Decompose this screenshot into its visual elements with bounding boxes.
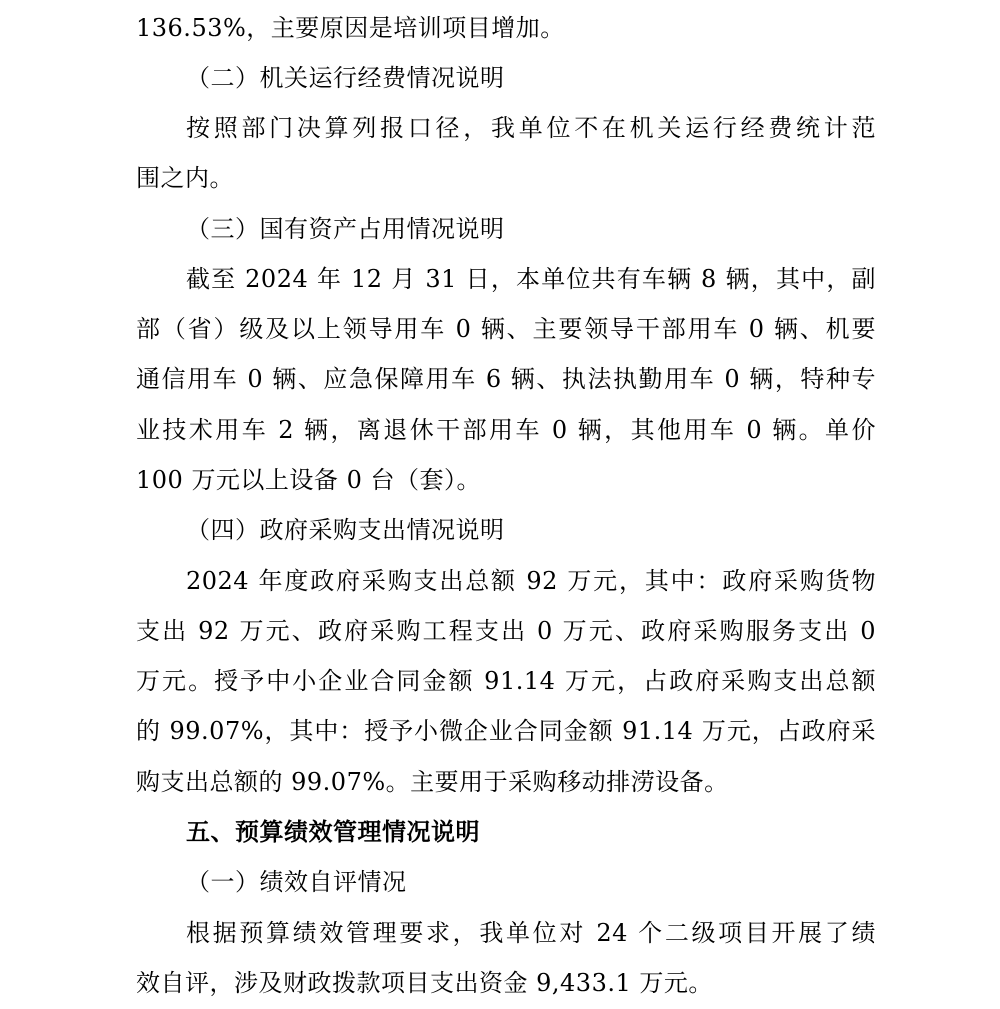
paragraph-line-operating-2: 围之内。 [136,164,234,192]
paragraph-line-procurement-3: 万元。授予中小企业合同金额 91.14 万元，占政府采购支出总额 [136,667,876,695]
section-heading-performance-management: 五、预算绩效管理情况说明 [186,818,480,846]
paragraph-line-operating-1: 按照部门决算列报口径，我单位不在机关运行经费统计范 [186,114,876,142]
subheading-agency-operating-expenses: （二）机关运行经费情况说明 [186,64,505,92]
paragraph-line-performance-1: 根据预算绩效管理要求，我单位对 24 个二级项目开展了绩 [186,919,876,947]
paragraph-line-procurement-2: 支出 92 万元、政府采购工程支出 0 万元、政府采购服务支出 0 [136,617,876,645]
paragraph-line-procurement-4: 的 99.07%，其中：授予小微企业合同金额 91.14 万元，占政府采 [136,717,876,745]
paragraph-line-assets-3: 通信用车 0 辆、应急保障用车 6 辆、执法执勤用车 0 辆，特种专 [136,365,876,393]
subheading-government-procurement: （四）政府采购支出情况说明 [186,516,505,544]
paragraph-line-training: 136.53%，主要原因是培训项目增加。 [136,14,565,42]
paragraph-line-assets-1: 截至 2024 年 12 月 31 日，本单位共有车辆 8 辆，其中，副 [186,265,876,293]
paragraph-line-assets-4: 业技术用车 2 辆，离退休干部用车 0 辆，其他用车 0 辆。单价 [136,416,876,444]
paragraph-line-assets-2: 部（省）级及以上领导用车 0 辆、主要领导干部用车 0 辆、机要 [136,315,876,343]
subheading-performance-self-evaluation: （一）绩效自评情况 [186,868,407,896]
subheading-state-assets: （三）国有资产占用情况说明 [186,215,505,243]
paragraph-line-performance-2: 效自评，涉及财政拨款项目支出资金 9,433.1 万元。 [136,969,713,997]
paragraph-line-assets-5: 100 万元以上设备 0 台（套）。 [136,466,481,494]
paragraph-line-procurement-5: 购支出总额的 99.07%。主要用于采购移动排涝设备。 [136,768,729,796]
paragraph-line-procurement-1: 2024 年度政府采购支出总额 92 万元，其中：政府采购货物 [186,567,876,595]
